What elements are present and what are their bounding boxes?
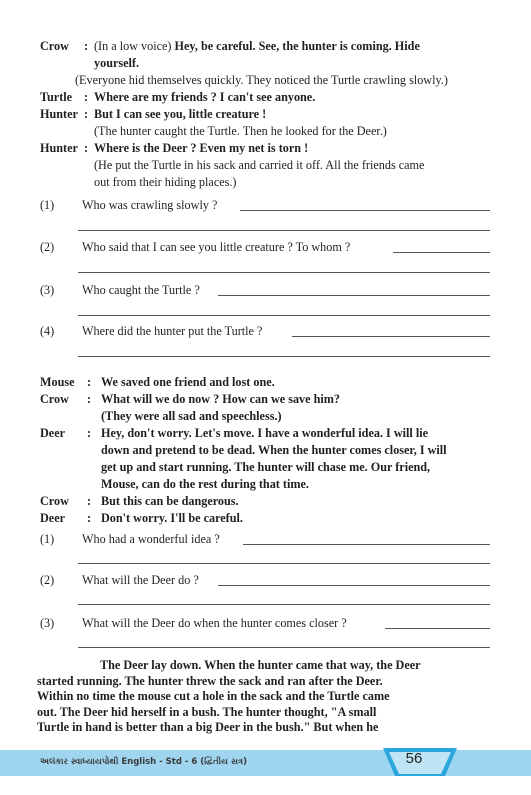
stage-direction: (They were all sad and speechless.) [101, 409, 282, 423]
speaker-colon: : [87, 426, 92, 440]
question-text: Who was crawling slowly ? [82, 198, 218, 212]
dialogue-text: Where is the Deer ? Even my net is torn ! [94, 141, 309, 155]
answer-line[interactable] [78, 272, 490, 273]
book-title: અલંકાર સ્વાધ્યાયપોથી English - Std - 6 (દ્વિતીય સત્ર) [40, 757, 247, 767]
speaker-colon: : [84, 141, 89, 155]
speaker-colon: : [84, 107, 89, 121]
stage-direction: (The hunter caught the Turtle. Then he looked for the Deer.) [94, 124, 387, 138]
speaker-name: Hunter [40, 141, 78, 155]
dialogue-line [40, 89, 315, 105]
stage-direction: (Everyone hid themselves quickly. They noticed the Turtle crawling slowly.) [75, 73, 448, 87]
answer-blank[interactable] [218, 585, 490, 586]
page-number: 56 [405, 750, 423, 767]
dialogue-line [40, 493, 239, 509]
paragraph-line: started running. The hunter threw the sack and ran after the Deer. [37, 673, 383, 688]
dialogue-line [40, 425, 428, 441]
speaker-colon: : [87, 392, 92, 406]
story-paragraph [37, 658, 492, 736]
stage-direction: (In a low voice) [94, 39, 175, 53]
speaker-name: Hunter [40, 107, 78, 121]
dialogue-text: Hey, be careful. See, the hunter is coming. Hide [174, 39, 420, 53]
question-number: (1) [40, 198, 55, 212]
dialogue-text: Hey, don't worry. Let's move. I have a wonderful idea. I will lie [101, 426, 429, 440]
question-text: What will the Deer do ? [82, 573, 199, 587]
dialogue-text: Where are my friends ? I can't see anyone. [94, 90, 316, 104]
question-text: What will the Deer do when the hunter comes closer ? [82, 616, 347, 630]
answer-blank[interactable] [240, 210, 490, 211]
answer-line[interactable] [78, 356, 490, 357]
speaker-name: Crow [40, 39, 69, 53]
question-text: Who had a wonderful idea ? [82, 532, 220, 546]
speaker-colon: : [84, 39, 89, 53]
speaker-name: Deer [40, 426, 66, 440]
dialogue-text: Don't worry. I'll be careful. [101, 511, 243, 525]
answer-line[interactable] [78, 230, 490, 231]
question-number: (4) [40, 324, 55, 338]
paragraph-line: Within no time the mouse cut a hole in the sack and the Turtle came [37, 689, 390, 703]
answer-line[interactable] [78, 647, 490, 648]
question-number: (3) [40, 283, 55, 297]
dialogue-continuation: down and pretend to be dead. When the hunter comes closer, I will [101, 443, 447, 457]
answer-line[interactable] [78, 563, 490, 564]
dialogue-continuation: get up and start running. The hunter will chase me. Our friend, [101, 460, 431, 474]
dialogue-line [40, 510, 243, 526]
dialogue-continuation: yourself. [94, 56, 140, 70]
speaker-colon: : [84, 90, 89, 104]
stage-direction: out from their hiding places.) [94, 175, 237, 189]
speaker-name: Deer [40, 511, 66, 525]
dialogue-line [40, 391, 340, 407]
answer-blank[interactable] [393, 252, 490, 253]
answer-blank[interactable] [385, 628, 490, 629]
answer-line[interactable] [78, 604, 490, 605]
answer-blank[interactable] [218, 295, 490, 296]
speaker-colon: : [87, 494, 92, 508]
speaker-name: Crow [40, 392, 69, 406]
paragraph-line: out. The Deer hid herself in a bush. The hunter thought, "A small [37, 704, 377, 719]
paragraph-line: Turtle in hand is better than a big Deer in the bush." But when he [37, 720, 379, 734]
speaker-name: Turtle [40, 90, 73, 104]
dialogue-text: What will we do now ? How can we save him? [101, 392, 341, 406]
speaker-name: Crow [40, 494, 69, 508]
question-text: Who said that I can see you little creature ? To whom ? [82, 240, 351, 254]
dialogue-line [40, 140, 308, 156]
question-number: (3) [40, 616, 55, 630]
answer-blank[interactable] [292, 336, 490, 337]
dialogue-continuation: Mouse, can do the rest during that time. [101, 477, 309, 491]
question-number: (2) [40, 573, 55, 587]
dialogue-text: But this can be dangerous. [101, 494, 239, 508]
dialogue-text: But I can see you, little creature ! [94, 107, 267, 121]
dialogue-line [40, 38, 420, 54]
question-text: Where did the hunter put the Turtle ? [82, 324, 263, 338]
question-number: (2) [40, 240, 55, 254]
answer-line[interactable] [78, 315, 490, 316]
speaker-name: Mouse [40, 375, 75, 389]
paragraph-line: The Deer lay down. When the hunter came that way, the Deer [100, 658, 421, 672]
question-text: Who caught the Turtle ? [82, 283, 200, 297]
speaker-colon: : [87, 375, 92, 389]
stage-direction: (He put the Turtle in his sack and carried it off. All the friends came [94, 158, 425, 172]
answer-blank[interactable] [243, 544, 490, 545]
question-number: (1) [40, 532, 55, 546]
dialogue-text: We saved one friend and lost one. [101, 375, 275, 389]
speaker-colon: : [87, 511, 92, 525]
dialogue-line [40, 374, 275, 390]
dialogue-line [40, 106, 266, 122]
